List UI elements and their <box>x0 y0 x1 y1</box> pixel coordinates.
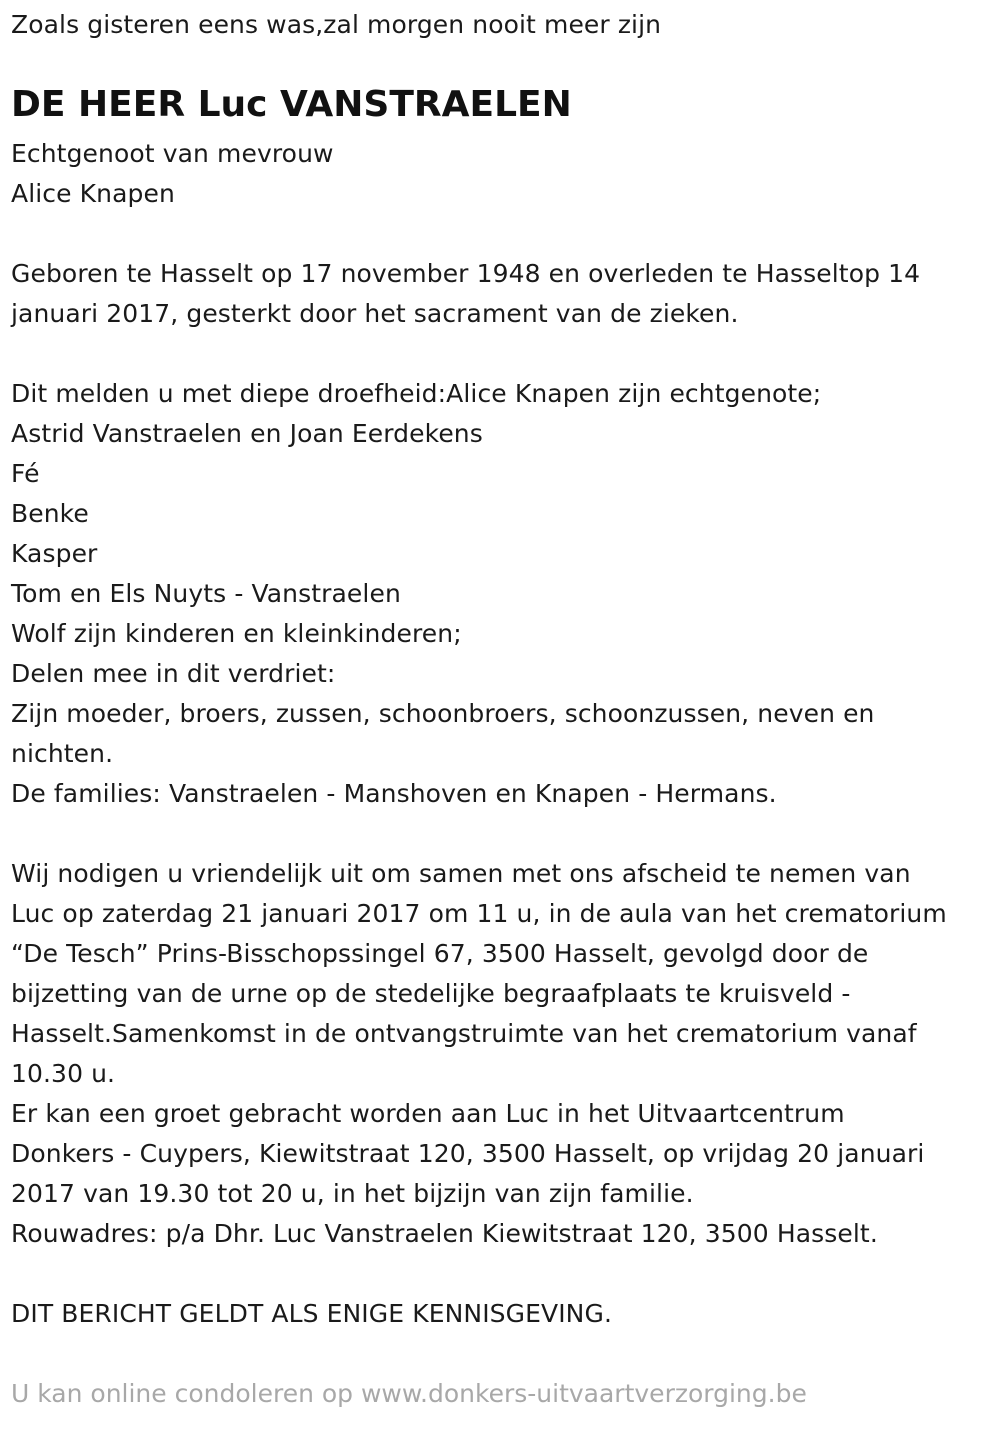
notice-block <box>11 1294 612 1334</box>
spouse-line: Alice Knapen <box>11 179 175 208</box>
spouse-block <box>11 134 334 214</box>
family-line: Benke <box>11 499 89 528</box>
birth-death-line: Geboren te Hasselt op 17 november 1948 en overleden te Hasseltop 14 <box>11 259 921 288</box>
family-line: Fé <box>11 459 40 488</box>
notice-text: DIT BERICHT GELDT ALS ENIGE KENNISGEVING. <box>11 1299 612 1328</box>
service-line: Rouwadres: p/a Dhr. Luc Vanstraelen Kiewitstraat 120, 3500 Hasselt. <box>11 1219 878 1248</box>
family-line: Kasper <box>11 539 98 568</box>
online-condolence-text: U kan online condoleren op www.donkers-uitvaartverzorging.be <box>11 1379 807 1408</box>
service-line: Donkers - Cuypers, Kiewitstraat 120, 3500 Hasselt, op vrijdag 20 januari <box>11 1139 925 1168</box>
service-line: Er kan een groet gebracht worden aan Luc in het Uitvaartcentrum <box>11 1099 845 1128</box>
family-block <box>11 374 875 814</box>
spouse-line: Echtgenoot van mevrouw <box>11 139 334 168</box>
family-line: nichten. <box>11 739 114 768</box>
service-block <box>11 854 947 1254</box>
service-line: “De Tesch” Prins-Bisschopssingel 67, 3500 Hasselt, gevolgd door de <box>11 939 869 968</box>
deceased-name: DE HEER Luc VANSTRAELEN <box>11 84 572 125</box>
service-line: Luc op zaterdag 21 januari 2017 om 11 u, in de aula van het crematorium <box>11 899 947 928</box>
service-line: bijzetting van de urne op de stedelijke begraafplaats te kruisveld - <box>11 979 851 1008</box>
family-line: Dit melden u met diepe droefheid:Alice Knapen zijn echtgenote; <box>11 379 822 408</box>
motto: Zoals gisteren eens was,zal morgen nooit meer zijn <box>11 10 662 39</box>
family-line: Astrid Vanstraelen en Joan Eerdekens <box>11 419 483 448</box>
family-line: Wolf zijn kinderen en kleinkinderen; <box>11 619 462 648</box>
family-line: Tom en Els Nuyts - Vanstraelen <box>11 579 401 608</box>
service-line: Hasselt.Samenkomst in de ontvangstruimte van het crematorium vanaf <box>11 1019 917 1048</box>
family-line: De families: Vanstraelen - Manshoven en Knapen - Hermans. <box>11 779 777 808</box>
family-line: Delen mee in dit verdriet: <box>11 659 336 688</box>
service-line: 10.30 u. <box>11 1059 116 1088</box>
service-line: Wij nodigen u vriendelijk uit om samen met ons afscheid te nemen van <box>11 859 911 888</box>
service-line: 2017 van 19.30 tot 20 u, in het bijzijn van zijn familie. <box>11 1179 694 1208</box>
birth-death-block <box>11 254 920 334</box>
family-line: Zijn moeder, broers, zussen, schoonbroers, schoonzussen, neven en <box>11 699 875 728</box>
birth-death-line: januari 2017, gesterkt door het sacrament van de zieken. <box>11 299 739 328</box>
